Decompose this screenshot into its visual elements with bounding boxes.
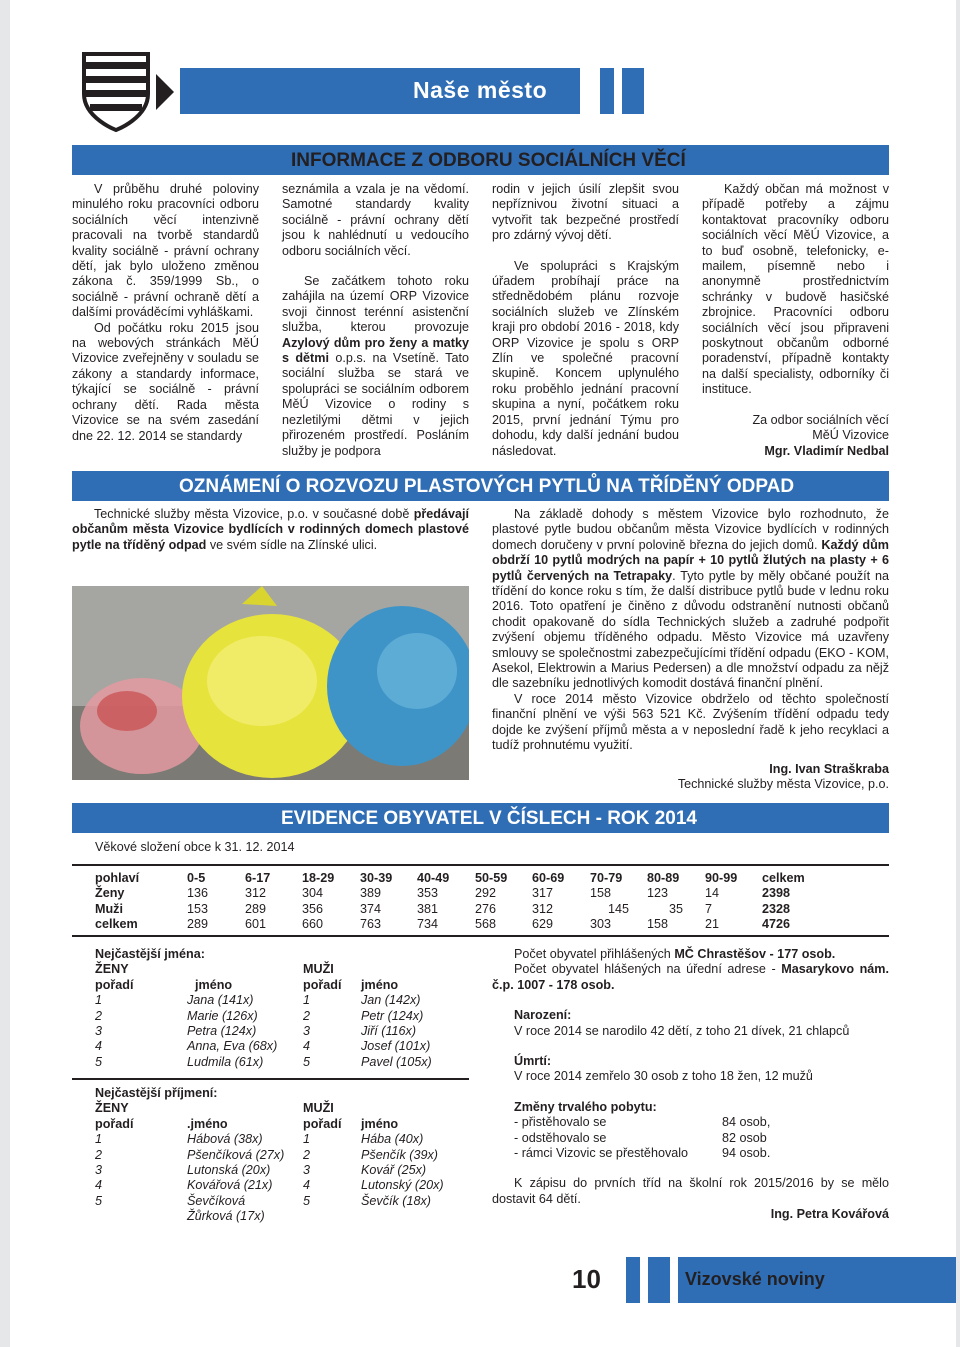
page: [10, 0, 956, 1347]
waste-intro: Technické služby města Vizovice, p.o. v současné době předávají občanům města Vizovice bydlících v rodinných domech plastové pytle na tříděný odpad ve svém sídle na Zlínské ulici.: [72, 507, 469, 552]
list-item: - rámci Vizovic se přestěhovalo 94 osob.: [514, 1146, 771, 1161]
list-item: 2 Pšenčíková (27x) 2 Pšenčík (39x): [95, 1147, 438, 1162]
social-column-3: [492, 182, 679, 459]
signature-name: Mgr. Vladimír Nedbal: [764, 443, 889, 458]
census-section-title: EVIDENCE OBYVATEL V ČÍSLECH - ROK 2014: [72, 803, 889, 833]
paragraph: rodin v jejich úsilí zlepšit svou nepříznivou životní situaci a vytvořit tak bezpečné prostředí pro zdárný vývoj dětí.: [492, 182, 679, 243]
surnames-block: Nejčastější příjmení: ŽENY MUŽI pořadí .jméno pořadí jméno 1 Hábová (38x) 1 Hába (40x) 2 Pšenčíková (27x) 2 Pšenčík (39x) 3 Lutonská (20x) 3 Kovář (25x) 4 Kovářová (21x) 4 Lutonský (20x) 5 Ševčíková 5 Ševčík (18x) Žůrková (17x): [95, 1086, 470, 1225]
divider: [72, 935, 889, 937]
social-section-title: INFORMACE Z ODBORU SOCIÁLNÍCH VĚCÍ: [72, 145, 889, 175]
census-subtitle: Věkové složení obce k 31. 12. 2014: [95, 840, 295, 854]
divider: [72, 1078, 469, 1080]
signature-name: Ing. Ivan Straškraba: [769, 761, 889, 776]
census-right-column: Počet obyvatel přihlášených MČ Chrastěšov - 177 osob. Počet obyvatel hlášených na úřední adrese - Masarykovo nám. č.p. 1007 - 178 osob. Narození: V roce 2014 se narodilo 42 dětí, z toho 21 dívek, 21 chlapců Úmrtí: V roce 2014 zemřelo 30 osob z toho 18 žen, 12 mužů Změny trvalého pobytu: - přistěhovalo se 84 osob, - odstěhovalo se 82 osob - rámci Vizovic se přestěhovalo 94 osob. K zápisu do prvních tříd na školní rok 2015/2016 by se mělo dostavit 64 dětí. Ing. Petra Kovářová: [492, 947, 889, 1222]
social-column-4: [702, 182, 889, 459]
list-item: 1 Jana (141x) 1 Jan (142x): [95, 993, 421, 1008]
header-stripe-1: [600, 68, 614, 114]
magazine-name: Vizovské noviny: [685, 1269, 825, 1289]
list-item: 4 Kovářová (21x) 4 Lutonský (20x): [95, 1178, 444, 1193]
list-item: 3 Lutonská (20x) 3 Kovář (25x): [95, 1163, 427, 1178]
divider: [72, 864, 889, 866]
signature-line: Technické služby města Vizovice, p.o.: [677, 776, 889, 791]
paragraph: V průběhu druhé poloviny minulého roku pracovníci odboru sociálních věcí intenzivně pracovali na tvorbě standardů kvality sociálně - právní ochrany dětí, jak bylo uloženo změnou zákona č. 359/1999 Sb., o sociálně - právní ochraně dětí a dalšími prováděcími vyhláškami.: [72, 182, 259, 320]
social-column-1: [72, 182, 259, 444]
signature-line: MěÚ Vizovice: [812, 428, 889, 443]
waste-column-right: Na základě dohody s městem Vizovice bylo rozhodnuto, že plastové pytle budou občanům města Vizovice bydlících v rodinných domech doručeny v první polovině března do jejich domů. Každý dům obdrží 10 pytlů modrých na papír + 10 pytlů žlutých na plasty + 6 pytlů červených na Tetrapaky. Tyto pytle by měly občané použít na třídění do konce roku s tím, že další distribuce pytlů bude v lednu roku 2016. Toto opatření je činěno z důvodu odstranění nutnosti občanů chodit opakovaně do sídla Technických služeb a zadruhé podpořit zvýšení objemu tříděného odpadu. Město Vizovice má uzavřeny smlouvy se společnostmi zabezpečujícími třídění odpadu (EKO - KOM, Asekol, Elektrowin a Marius Pedersen) a dle množství odpadu za nějž dle sazebníku jednotlivých komodit dostává finanční plnění. V roce 2014 město Vizovice obdrželo od těchto společností finanční plnění ve výši 563 521 Kč. Zvýšením třídění odpadu tedy dojde ke zvýšení příjmů města a v neposlední řadě k jeho recyklaci a tudíž prohnutému využití. Ing. Ivan Straškraba Technické služby města Vizovice, p.o.: [492, 507, 890, 791]
paragraph: Od počátku roku 2015 jsou na webových stránkách MěÚ Vizovice zveřejněny v souladu se zákony a standardy informace, týkající se sociálně - právní ochrany dětí. Rada města Vizovice se na svém zasedání dne 22. 12. 2014 se standardy: [72, 320, 259, 443]
signature-line: Za odbor sociálních věcí: [752, 412, 889, 427]
table-header-row: pohlaví 0-5 6-17 18-29 30-39 40-49 50-59 60-69 70-79 80-89 90-99 celkem: [95, 871, 805, 885]
list-item: - odstěhovalo se 82 osob: [514, 1130, 767, 1145]
section-title: Naše město: [413, 77, 548, 103]
paragraph: Ve spolupráci s Krajským úřadem probíhají práce na střednědobém plánu rozvoje sociálních služeb ve Zlínském kraji pro období 2016 - 2018, kdy ORP Vizovice je spolu s ORP Zlín ve společné pracovní skupině. Koncem uplynulého roku proběhlo jednání pracovní skupina a nyní, počátkem roku 2015, první jednání Týmu pro dohodu, kdy další jednání budou následovat.: [492, 258, 679, 458]
social-column-2: [282, 182, 469, 459]
city-coat-of-arms-logo: [80, 50, 190, 134]
first-names-block: Nejčastější jména: ŽENY MUŽI pořadí jméno pořadí jméno 1 Jana (141x) 1 Jan (142x) 2 Marie (126x) 2 Petr (124x) 3 Petra (124x) 3 Jiří (116x) 4 Anna, Eva (68x) 4 Josef (101x) 5 Ludmila (61x) 5 Pavel (105x): [95, 947, 470, 1070]
footer-stripe-1: [626, 1257, 640, 1303]
list-item: 3 Petra (124x) 3 Jiří (116x): [95, 1024, 417, 1039]
list-item: - přistěhovalo se 84 osob,: [514, 1115, 771, 1130]
paragraph: Se začátkem tohoto roku zahájila na území ORP Vizovice svoji činnost terénní asistenční služba, kterou provozuje Azylový dům pro ženy a matky s dětmi o.p.s. na Vsetíně. Tato sociální služba se stará ve spolupráci se sociálním odborem MěÚ Vizovice o rodiny s nezletilými dětmi v jejich přirozeném prostředí. Posláním služby je podpora: [282, 274, 469, 458]
page-number: 10: [572, 1264, 601, 1294]
list-item: Žůrková (17x): [187, 1209, 265, 1224]
table-row: celkem 289 601 660 763 734 568 629 303 158 21 4726: [95, 917, 791, 932]
header-stripe-2: [622, 68, 644, 114]
table-row: Ženy 136 312 304 389 353 292 317 158 123 14 2398: [95, 886, 791, 901]
footer-stripe-2: [648, 1257, 670, 1303]
list-item: 1 Hábová (38x) 1 Hába (40x): [95, 1132, 424, 1147]
paragraph: Každý občan má možnost v případě potřeby a zájmu kontaktovat pracovníky odboru sociálních věcí MěÚ Vizovice, a to buď osobně, telefonicky, e-mailem, písemně nebo i anonymně prostřednictvím schránky v budově hasičské zbrojnice. Pracovníci odboru sociálních věcí jsou připraveni poskytnout občanům odborné poradenství, případně kontakty na další specialisty, odborníky či instituce.: [702, 182, 889, 397]
table-row: Muži 153 289 356 374 381 276 312 145 35 7 2328: [95, 901, 791, 916]
list-item: 5 Ludmila (61x) 5 Pavel (105x): [95, 1054, 432, 1069]
waste-section-title: OZNÁMENÍ O ROZVOZU PLASTOVÝCH PYTLŮ NA TŘÍDĚNÝ ODPAD: [72, 471, 889, 501]
paragraph: V roce 2014 město Vizovice obdrželo od těchto společností finanční plnění ve výši 563 521 Kč. Zvýšením třídění odpadu tedy dojde ke zvýšení příjmů města a v neposlední řadě k jeho recyklaci a tudíž prohnutému využití.: [492, 691, 889, 753]
list-item: 2 Marie (126x) 2 Petr (124x): [95, 1008, 424, 1023]
paragraph: seznámila a vzala je na vědomí. Samotné standardy kvality sociálně - právní ochrany dětí jsou k nahlédnutí u vedoucího odboru sociálních věcí.: [282, 182, 469, 258]
age-structure-table: [95, 871, 822, 933]
list-item: 4 Anna, Eva (68x) 4 Josef (101x): [95, 1039, 431, 1054]
list-item: 5 Ševčíková 5 Ševčík (18x): [95, 1193, 431, 1208]
plastic-bags-photo: [72, 586, 469, 780]
